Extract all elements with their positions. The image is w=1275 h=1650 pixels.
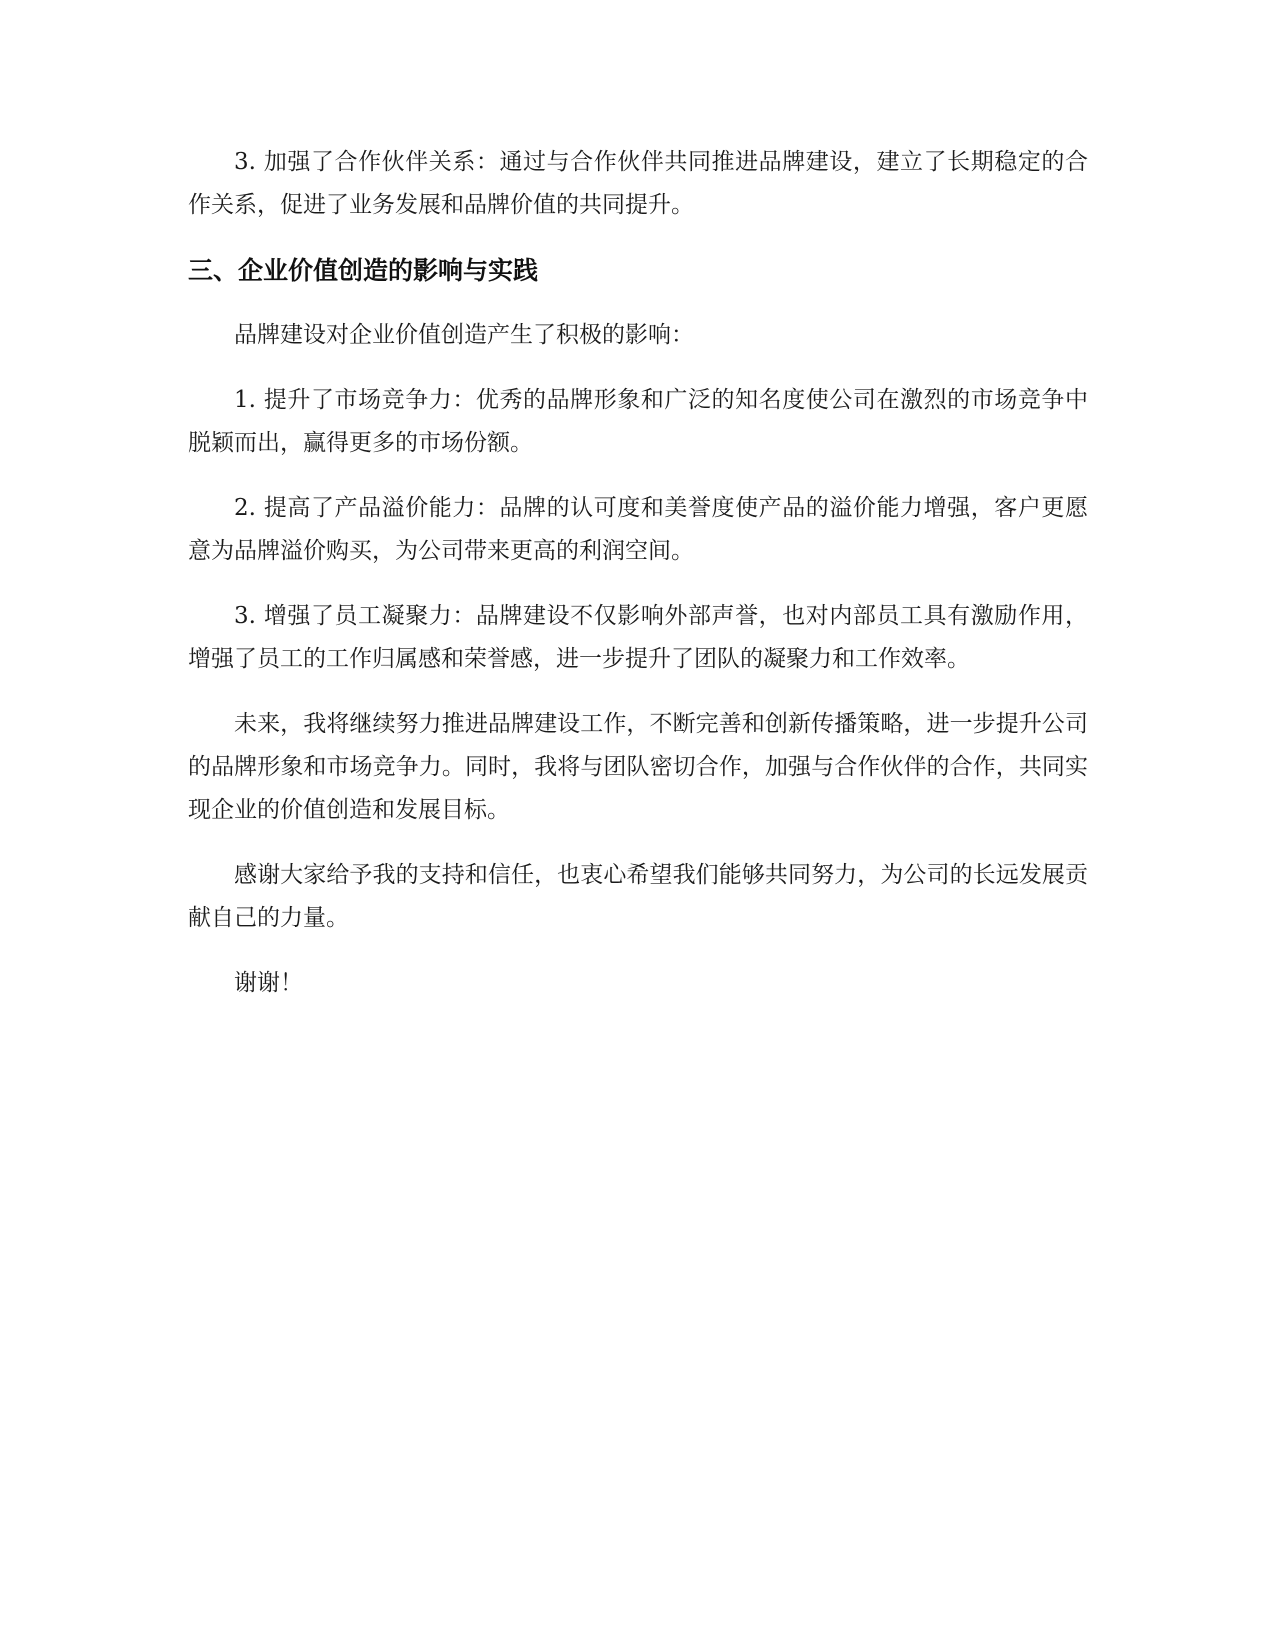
paragraph-intro: 品牌建设对企业价值创造产生了积极的影响： xyxy=(234,322,694,348)
paragraph-future: 未来，我将继续努力推进品牌建设工作，不断完善和创新传播策略，进一步提升公司的品牌形象和市场竞争力。同时，我将与团队密切合作，加强与合作伙伴的合作，共同实现企业的价值创造和发展目标。 xyxy=(188,711,1088,823)
paragraph-item-2: 2. 提高了产品溢价能力：品牌的认可度和美誉度使产品的溢价能力增强，客户更愿意为品牌溢价购买，为公司带来更高的利润空间。 xyxy=(188,495,1088,564)
paragraph-thanks: 感谢大家给予我的支持和信任，也衷心希望我们能够共同努力，为公司的长远发展贡献自己的力量。 xyxy=(188,862,1088,931)
paragraph-closing: 谢谢！ xyxy=(234,970,303,996)
document-body xyxy=(188,141,1088,1027)
section-heading: 三、企业价值创造的影响与实践 xyxy=(188,256,539,285)
paragraph-partnership: 3. 加强了合作伙伴关系：通过与合作伙伴共同推进品牌建设，建立了长期稳定的合作关系，促进了业务发展和品牌价值的共同提升。 xyxy=(188,149,1088,218)
paragraph-item-1: 1. 提升了市场竞争力：优秀的品牌形象和广泛的知名度使公司在激烈的市场竞争中脱颖而出，赢得更多的市场份额。 xyxy=(188,387,1088,456)
paragraph-item-3: 3. 增强了员工凝聚力：品牌建设不仅影响外部声誉，也对内部员工具有激励作用，增强了员工的工作归属感和荣誉感，进一步提升了团队的凝聚力和工作效率。 xyxy=(188,603,1088,672)
